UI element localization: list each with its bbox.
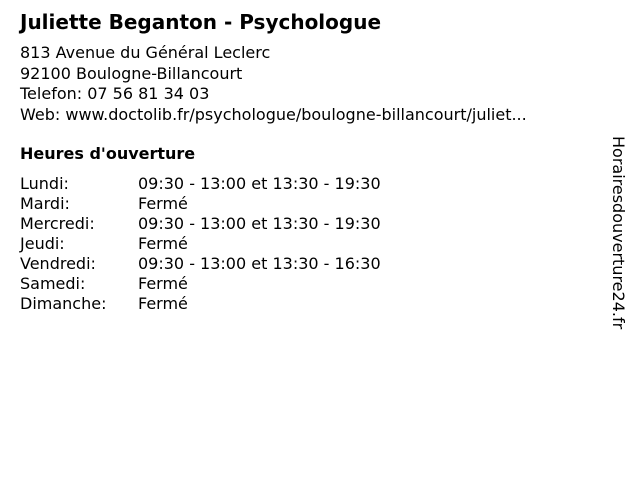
day-label: Mercredi:: [20, 214, 95, 233]
time-range: 09:30 - 13:00 et 13:30 - 19:30: [138, 214, 381, 233]
phone-number: Telefon: 07 56 81 34 03: [20, 84, 210, 103]
hours-row-friday: [20, 254, 381, 274]
time-range: Fermé: [138, 234, 188, 253]
day-label: Lundi:: [20, 174, 69, 193]
time-range: Fermé: [138, 194, 188, 213]
day-label: Jeudi:: [20, 234, 65, 253]
hours-row-saturday: [20, 274, 381, 294]
time-range: 09:30 - 13:00 et 13:30 - 16:30: [138, 254, 381, 273]
day-label: Dimanche:: [20, 294, 107, 313]
hours-row-monday: [20, 174, 381, 194]
business-title: Juliette Beganton - Psychologue: [20, 10, 382, 34]
hours-title: Heures d'ouverture: [20, 144, 196, 163]
address-street: 813 Avenue du Général Leclerc: [20, 43, 271, 62]
brand-watermark: Horairesdouverture24.fr: [609, 136, 628, 330]
website-link[interactable]: Web: www.doctolib.fr/psychologue/boulogne-billancourt/juliet...: [20, 104, 527, 124]
time-range: Fermé: [138, 294, 188, 313]
hours-row-tuesday: [20, 194, 381, 214]
business-contact: [20, 43, 527, 125]
day-label: Samedi:: [20, 274, 86, 293]
day-label: Mardi:: [20, 194, 70, 213]
time-range: 09:30 - 13:00 et 13:30 - 19:30: [138, 174, 381, 193]
hours-row-wednesday: [20, 214, 381, 234]
opening-hours-list: [20, 174, 381, 314]
day-label: Vendredi:: [20, 254, 96, 273]
hours-row-thursday: [20, 234, 381, 254]
time-range: Fermé: [138, 274, 188, 293]
hours-row-sunday: [20, 294, 381, 314]
address-city: 92100 Boulogne-Billancourt: [20, 63, 243, 83]
